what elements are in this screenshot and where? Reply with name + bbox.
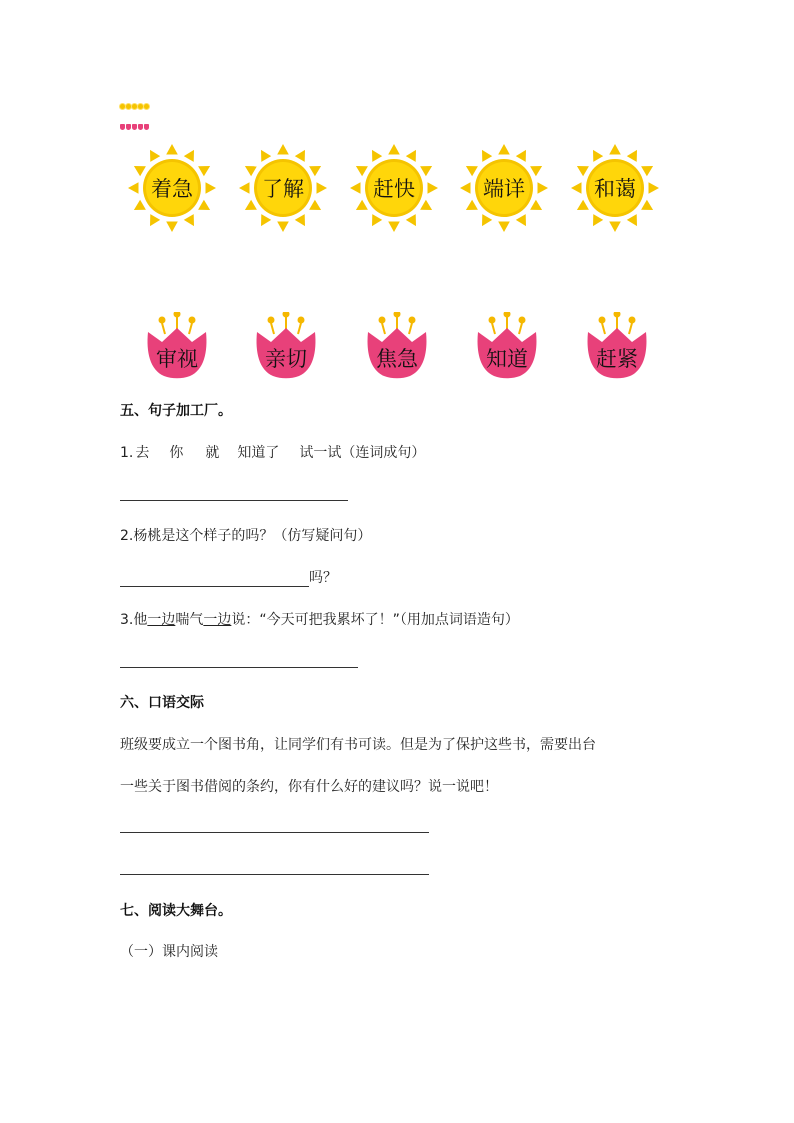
tulip-icon: [144, 124, 149, 130]
answer-line[interactable]: [120, 572, 309, 587]
tulip-icon: [138, 124, 143, 130]
answer-line[interactable]: [120, 832, 429, 833]
q3-underlined-word: 一边: [203, 612, 232, 628]
section5-q1: [120, 442, 425, 462]
section6-line2: 一些关于图书借阅的条约，你有什么好的建议吗？说一说吧！: [120, 779, 498, 795]
sun-icon: [120, 104, 125, 109]
section7-heading: 七、阅读大舞台。: [120, 903, 232, 919]
q3-text: 喘气: [175, 612, 204, 628]
q1-word: 就: [205, 445, 220, 461]
tulip-word: 审视: [156, 347, 198, 371]
sun-word-card: [569, 142, 661, 234]
sun-word-card: [348, 142, 440, 234]
sun-word: 和蔼: [594, 177, 636, 201]
section5-q2: 2.杨桃是这个样子的吗？（仿写疑问句）: [120, 528, 372, 544]
sun-word-card: [126, 142, 218, 234]
q3-underlined-word: 一边: [147, 612, 176, 628]
tulip-word-card: [362, 312, 432, 382]
q1-word: 试一试: [299, 445, 342, 461]
q1-instruction: （连词成句）: [341, 445, 426, 461]
answer-line[interactable]: [120, 874, 429, 875]
q3-text: 3.他: [120, 612, 148, 628]
sun-word-card: [458, 142, 550, 234]
mini-sun-icons: [120, 104, 149, 109]
sun-icon: [138, 104, 143, 109]
mini-tulip-icons: [120, 124, 149, 130]
answer-line[interactable]: [120, 500, 348, 501]
section5-q3: [120, 609, 519, 629]
q3-text: 说：“今天可把我累坏了！”（用加点词语造句）: [231, 612, 519, 628]
section5-q2-blank: [120, 567, 337, 587]
sun-word: 端详: [483, 177, 525, 201]
tulip-word: 知道: [486, 347, 528, 371]
q1-word: 知道了: [237, 445, 280, 461]
section6-heading: 六、口语交际: [120, 695, 204, 711]
sun-word: 着急: [151, 177, 193, 201]
tulip-word-card: [472, 312, 542, 382]
q1-word: 去: [135, 445, 150, 461]
sun-word: 赶快: [373, 177, 415, 201]
sun-icon: [144, 104, 149, 109]
answer-line[interactable]: [120, 667, 358, 668]
tulip-word: 亲切: [265, 347, 307, 371]
section5-heading: 五、句子加工厂。: [120, 403, 232, 419]
tulip-word: 赶紧: [596, 347, 638, 371]
tulip-word-card: [582, 312, 652, 382]
section6-line1: 班级要成立一个图书角，让同学们有书可读。但是为了保护这些书，需要出台: [120, 737, 596, 753]
section7-sub: （一）课内阅读: [120, 944, 218, 960]
tulip-word: 焦急: [376, 347, 418, 371]
sun-icon: [126, 104, 131, 109]
q1-word: 你: [169, 445, 184, 461]
tulip-icon: [126, 124, 131, 130]
q1-number: 1.: [120, 445, 134, 461]
q2-suffix: 吗？: [309, 570, 337, 586]
sun-word-card: [237, 142, 329, 234]
sun-icon: [132, 104, 137, 109]
sun-word: 了解: [262, 177, 304, 201]
tulip-icon: [132, 124, 137, 130]
tulip-icon: [120, 124, 125, 130]
tulip-word-card: [142, 312, 212, 382]
tulip-word-card: [251, 312, 321, 382]
